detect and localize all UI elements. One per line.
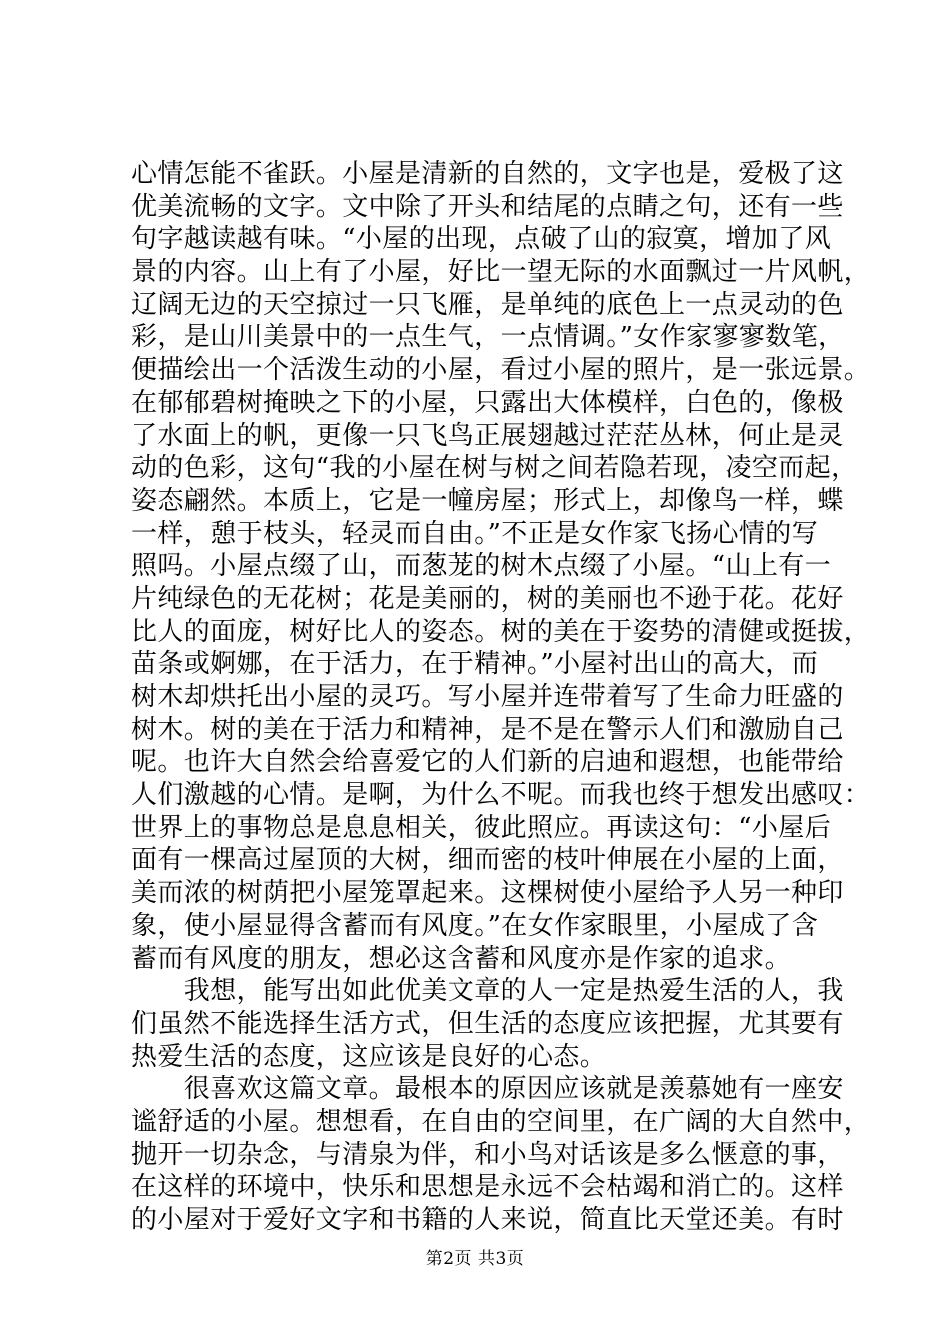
- text-line: 树木却烘托出小屋的灵巧。写小屋并连带着写了生命力旺盛的: [131, 682, 844, 712]
- text-line: 一样，憩于枝头，轻灵而自由。”不正是女作家飞扬心情的写: [131, 518, 819, 549]
- text-line: 的小屋对于爱好文字和书籍的人来说，简直比天堂还美。有时: [131, 1205, 844, 1235]
- text-line: 苗条或婀娜，在于活力，在于精神。”小屋衬出山的高大，而: [131, 649, 819, 680]
- text-line: 片纯绿色的无花树；花是美丽的，树的美丽也不逊于花。花好: [131, 583, 844, 614]
- text-line: 树木。树的美在于活力和精神，是不是在警示人们和激励自己: [131, 714, 844, 745]
- text-line: 世界上的事物总是息息相关，彼此照应。再读这句：“小屋后: [131, 812, 832, 843]
- text-line: 景的内容。山上有了小屋，好比一望无际的水面飘过一片风帆，: [131, 257, 871, 288]
- text-line: 比人的面庞，树好比人的姿态。树的美在于姿势的清健或挺拔，: [131, 616, 871, 647]
- text-line: 抛开一切杂念，与清泉为伴，和小鸟对话该是多么惬意的事，: [131, 1139, 844, 1170]
- text-line: 心情怎能不雀跃。小屋是清新的自然的，文字也是，爱极了这: [131, 159, 844, 189]
- text-line: 姿态翩然。本质上，它是一幢房屋；形式上，却像鸟一样，蝶: [131, 485, 844, 516]
- article-body: [131, 158, 871, 1237]
- text-line: 热爱生活的态度，这应该是良好的心态。: [131, 1041, 607, 1072]
- text-line: 彩，是山川美景中的一点生气，一点情调。”女作家寥寥数笔，: [131, 322, 845, 353]
- text-line: 很喜欢这篇文章。最根本的原因应该就是羡慕她有一座安: [131, 1074, 844, 1105]
- text-line: 面有一棵高过屋顶的大树，细而密的枝叶伸展在小屋的上面，: [131, 845, 844, 876]
- page-number-footer: 第2页 共3页: [425, 1249, 525, 1269]
- text-line: 我想，能写出如此优美文章的人一定是热爱生活的人，我: [131, 976, 844, 1007]
- text-line: 人们激越的心情。是啊，为什么不呢。而我也终于想发出感叹：: [131, 780, 871, 811]
- text-line: 动的色彩，这句“我的小屋在树与树之间若隐若现，凌空而起，: [131, 453, 858, 484]
- text-line: 呢。也许大自然会给喜爱它的人们新的启迪和遐想，也能带给: [131, 747, 844, 778]
- text-line: 谧舒适的小屋。想想看，在自由的空间里，在广阔的大自然中，: [131, 1106, 871, 1137]
- text-line: 在郁郁碧树掩映之下的小屋，只露出大体模样，白色的，像极: [131, 387, 844, 418]
- text-line: 美而浓的树荫把小屋笼罩起来。这棵树使小屋给予人另一种印: [131, 878, 844, 909]
- text-line: 辽阔无边的天空掠过一只飞雁，是单纯的底色上一点灵动的色: [131, 289, 844, 320]
- text-line: 象，使小屋显得含蓄而有风度。”在女作家眼里，小屋成了含: [131, 910, 819, 941]
- text-line: 们虽然不能选择生活方式，但生活的态度应该把握，尤其要有: [131, 1008, 844, 1039]
- text-line: 优美流畅的文字。文中除了开头和结尾的点睛之句，还有一些: [131, 191, 844, 222]
- text-line: 在这样的环境中，快乐和思想是永远不会枯竭和消亡的。这样: [131, 1172, 844, 1203]
- text-line: 了水面上的帆，更像一只飞鸟正展翅越过茫茫丛林，何止是灵: [131, 420, 844, 451]
- text-line: 句字越读越有味。“小屋的出现，点破了山的寂寞，增加了风: [131, 224, 832, 255]
- text-line: 便描绘出一个活泼生动的小屋，看过小屋的照片，是一张远景。: [131, 355, 871, 386]
- text-line: 照吗。小屋点缀了山，而葱茏的树木点缀了小屋。“山上有一: [131, 551, 832, 582]
- text-line: 蓄而有风度的朋友，想必这含蓄和风度亦是作家的追求。: [131, 943, 792, 974]
